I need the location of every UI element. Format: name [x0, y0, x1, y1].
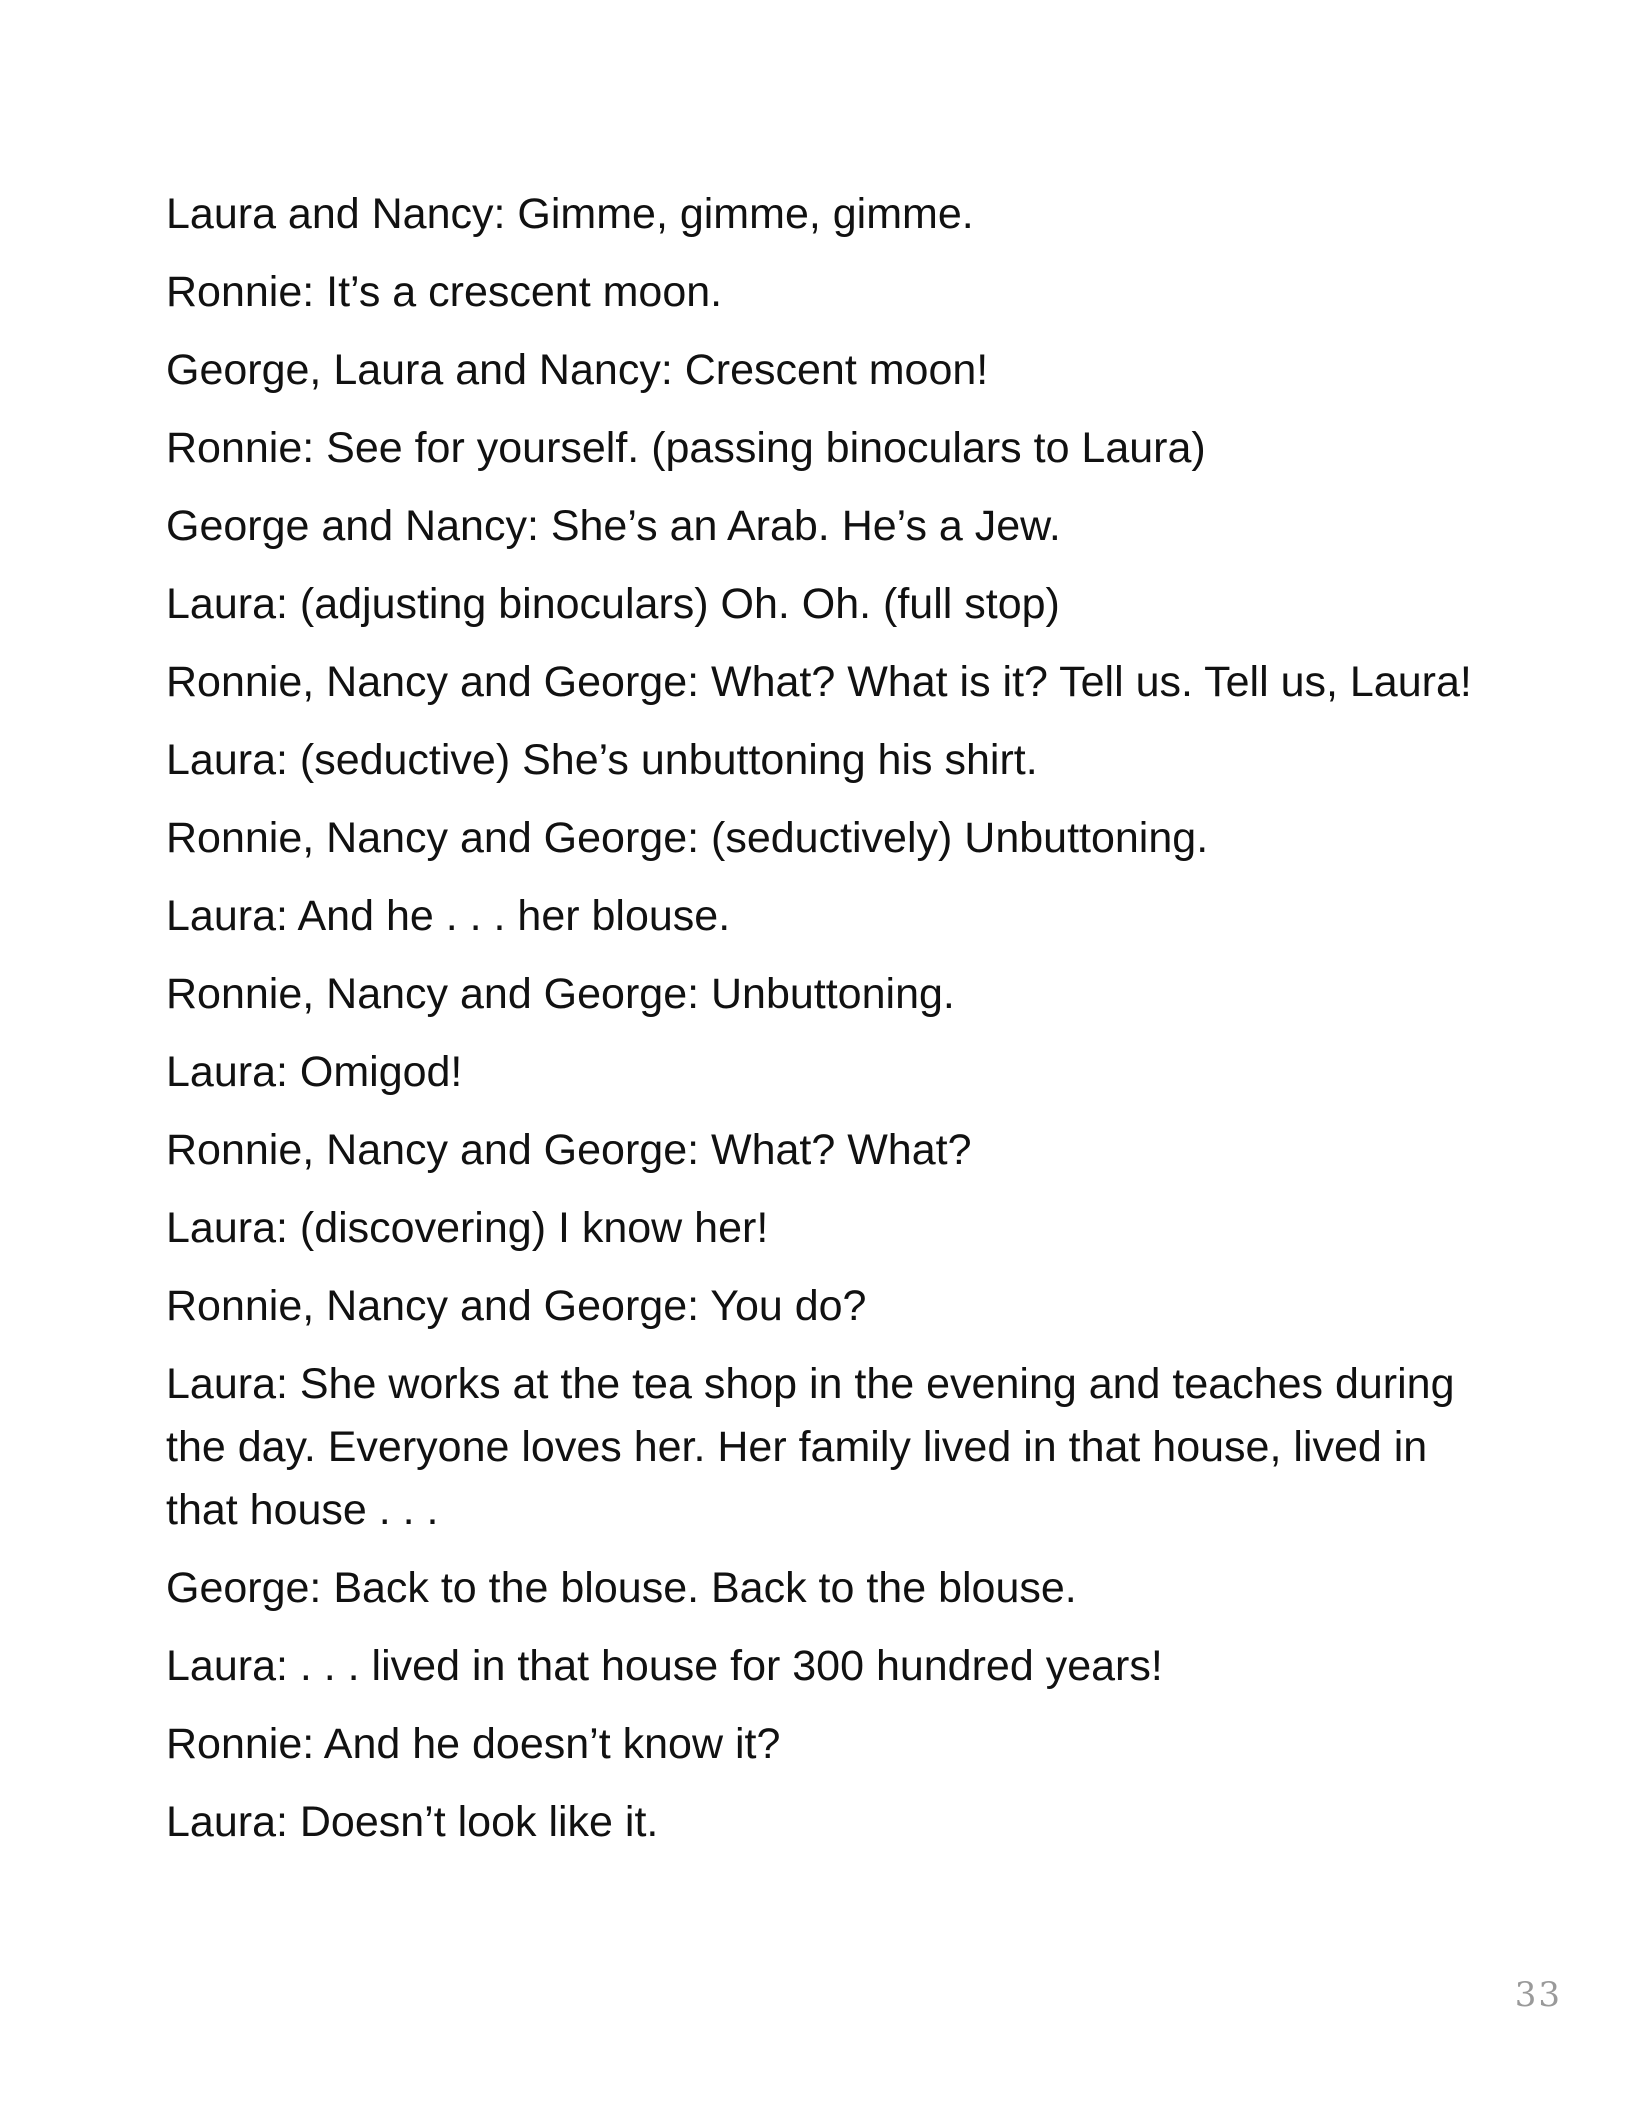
- dialogue-line: Laura and Nancy: Gimme, gimme, gimme.: [166, 190, 974, 238]
- dialogue-line: Ronnie: And he doesn’t know it?: [166, 1720, 781, 1768]
- dialogue-line: Laura: (adjusting binoculars) Oh. Oh. (full stop): [166, 580, 1060, 628]
- dialogue-line: George: Back to the blouse. Back to the blouse.: [166, 1564, 1077, 1612]
- page-number: 33: [1514, 1975, 1562, 2015]
- dialogue-line: Laura: Omigod!: [166, 1048, 463, 1096]
- dialogue-line: Ronnie, Nancy and George: (seductively) Unbuttoning.: [166, 814, 1209, 862]
- dialogue-line: Ronnie, Nancy and George: Unbuttoning.: [166, 970, 955, 1018]
- dialogue-line: Laura: Doesn’t look like it.: [166, 1798, 659, 1846]
- dialogue-line: Ronnie, Nancy and George: What? What is it? Tell us. Tell us, Laura!: [166, 658, 1472, 706]
- dialogue-line: Laura: She works at the tea shop in the evening and teaches during the day. Everyone loves her. Her family lived in that house, lived in that house . . .: [166, 1360, 1455, 1534]
- script-body: [166, 183, 1506, 1869]
- dialogue-line: Ronnie, Nancy and George: You do?: [166, 1282, 867, 1330]
- dialogue-line: Ronnie: See for yourself. (passing binoculars to Laura): [166, 424, 1206, 472]
- dialogue-line: Laura: . . . lived in that house for 300 hundred years!: [166, 1642, 1163, 1690]
- dialogue-line: Ronnie, Nancy and George: What? What?: [166, 1126, 972, 1174]
- dialogue-line: George, Laura and Nancy: Crescent moon!: [166, 346, 989, 394]
- dialogue-line: George and Nancy: She’s an Arab. He’s a Jew.: [166, 502, 1061, 550]
- dialogue-line: Ronnie: It’s a crescent moon.: [166, 268, 723, 316]
- dialogue-line: Laura: (seductive) She’s unbuttoning his shirt.: [166, 736, 1038, 784]
- dialogue-line: Laura: (discovering) I know her!: [166, 1204, 769, 1252]
- dialogue-line: Laura: And he . . . her blouse.: [166, 892, 731, 940]
